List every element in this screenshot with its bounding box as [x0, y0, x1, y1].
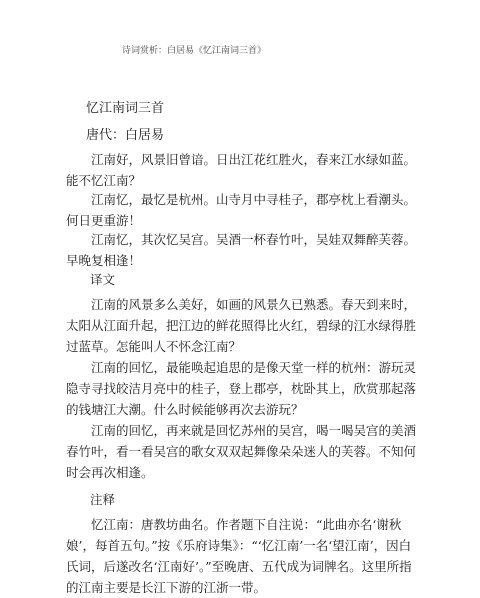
poem-stanza-3: 江南忆，其次忆吴宫。吴酒一杯春竹叶，吴娃双舞醉芙蓉。早晚复相逢！	[66, 232, 417, 268]
poem-author: 唐代：白居易	[86, 128, 165, 143]
notes-heading: 注释	[90, 492, 116, 507]
translation-paragraph-2: 江南的回忆，最能唤起追思的是像天堂一样的杭州：游玩灵隐寺寻找皎洁月亮中的桂子，登上郡亭，枕卧其上，欣赏那起落的钱塘江大潮。什么时候能够再次去游玩？	[66, 360, 417, 417]
translation-paragraph-3: 江南的回忆，再来就是回忆苏州的吴宫，喝一喝吴宫的美酒春竹叶，看一看吴宫的歌女双双起舞像朵朵迷人的芙蓉。不知何时会再次相逢。	[66, 423, 417, 480]
poem-stanza-2: 江南忆，最忆是杭州。山寺月中寻桂子，郡亭枕上看潮头。何日更重游！	[66, 192, 417, 228]
note-paragraph-1: 忆江南：唐教坊曲名。作者题下自注说：“此曲亦名‘谢秋娘’，每首五句。”按《乐府诗集》：“‘忆江南’一名‘望江南’，因白 氏词，后遂改名‘江南好’。”至晚唐、五代成为词牌名。这里所指 的江南主要是长江下游的江浙一带。	[66, 517, 412, 595]
translation-paragraph-1: 江南的风景多么美好，如画的风景久已熟悉。春天到来时，太阳从江面升起，把江边的鲜花照得比火红，碧绿的江水绿得胜过蓝草。怎能叫人不怀念江南？	[66, 297, 417, 354]
translation-heading: 译文	[90, 272, 116, 287]
poem-title: 忆江南词三首	[86, 101, 165, 116]
page-header: 诗词赏析：白居易《忆江南词三首》	[122, 46, 267, 56]
poem-stanza-1: 江南好，风景旧曾谙。日出江花红胜火，春来江水绿如蓝。能不忆江南？	[66, 152, 417, 188]
